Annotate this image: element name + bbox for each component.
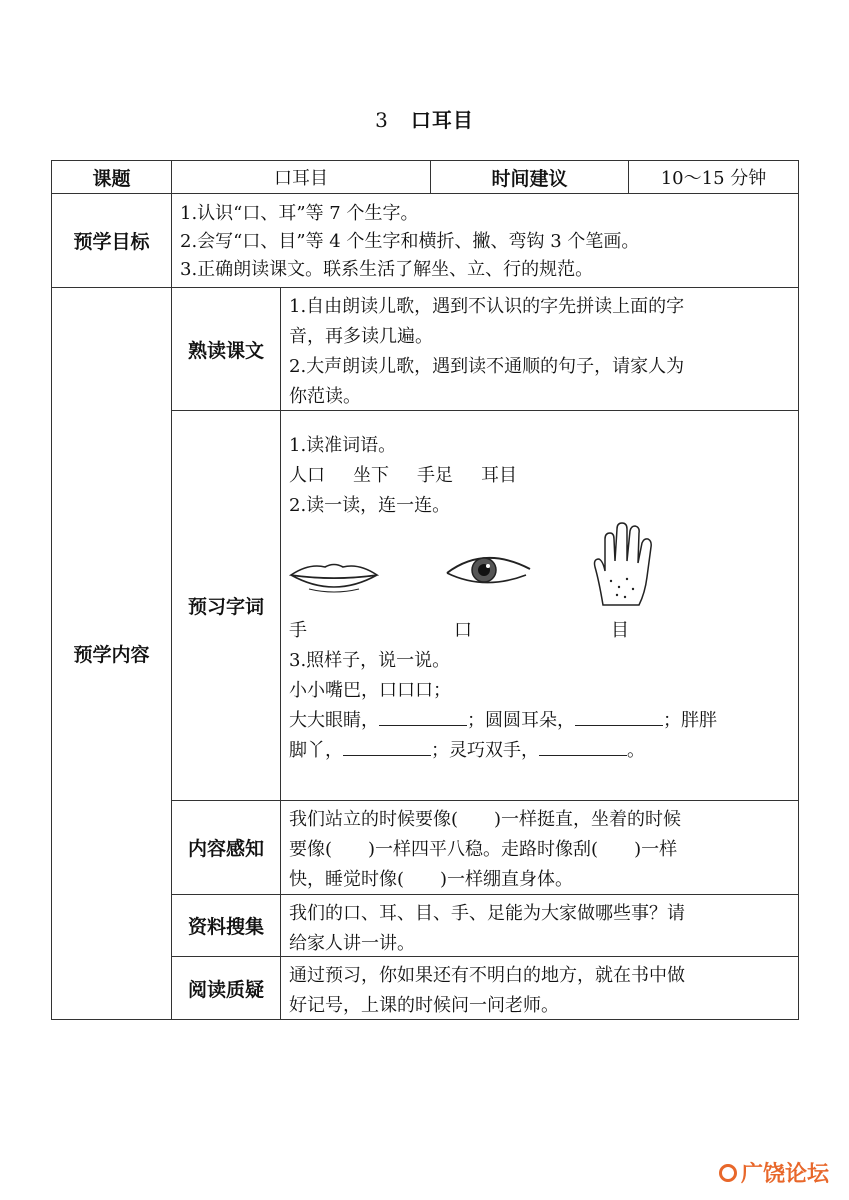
pattern-line: [289, 706, 790, 736]
perception-text: )一样四平八稳。走路时像刮(: [368, 839, 599, 860]
answer-blank[interactable]: [539, 741, 627, 756]
content-label: 预学内容: [51, 287, 172, 1020]
perception-line: [289, 805, 790, 835]
questions-label: 阅读质疑: [171, 956, 281, 1020]
time-label: 时间建议: [430, 160, 629, 194]
perception-line: [289, 865, 790, 895]
questions-line: 好记号，上课的时候问一问老师。: [289, 995, 559, 1016]
pattern-text: ；灵巧双手，: [431, 740, 539, 761]
words-instruction: 1.读准词语。: [289, 435, 397, 456]
match-labels: [289, 616, 790, 646]
reading-line: 2.大声朗读儿歌，遇到读不通顺的句子，请家人为: [289, 356, 685, 377]
perception-line: [289, 835, 790, 865]
goal-item: 2.会写“口、目”等 4 个生字和横折、撇、弯钩 3 个笔画。: [180, 231, 640, 252]
perception-text: 我们站立的时候要像(: [289, 809, 459, 830]
goals-content: [171, 193, 799, 288]
eye-icon: [444, 551, 534, 591]
questions-content: [280, 956, 799, 1020]
reading-label: 熟读课文: [171, 287, 281, 411]
pattern-text: 大大眼睛，: [289, 710, 379, 731]
match-label: 手: [289, 620, 307, 641]
topic-label: 课题: [51, 160, 172, 194]
research-line: 给家人讲一讲。: [289, 933, 415, 954]
perception-text: )一样挺直，坐着的时候: [494, 809, 682, 830]
hand-icon: [589, 521, 659, 609]
word-item: 坐下: [353, 465, 389, 486]
time-value: 10～15 分钟: [628, 160, 799, 194]
pattern-text: 。: [627, 740, 645, 761]
lesson-title: 口耳目: [410, 108, 474, 132]
word-item: 耳目: [481, 465, 517, 486]
word-item: 人口: [289, 465, 325, 486]
goals-label: 预学目标: [51, 193, 172, 288]
pattern-example: 小小嘴巴，口口口；: [289, 680, 451, 701]
answer-blank[interactable]: [343, 741, 431, 756]
match-instruction: 2.读一读，连一连。: [289, 495, 451, 516]
research-content: [280, 894, 799, 957]
words-label: 预习字词: [171, 410, 281, 801]
research-label: 资料搜集: [171, 894, 281, 957]
research-line: 我们的口、耳、目、手、足能为大家做哪些事？请: [289, 903, 685, 924]
goal-item: 3.正确朗读课文。联系生活了解坐、立、行的规范。: [180, 259, 594, 280]
words-content: [280, 410, 799, 801]
goal-item: 1.认识“口、耳”等 7 个生字。: [180, 203, 419, 224]
perception-text: 快，睡觉时像(: [289, 869, 405, 890]
perception-label: 内容感知: [171, 800, 281, 895]
page-title: [0, 104, 849, 133]
lesson-number: 3: [375, 108, 389, 132]
perception-text: )一样: [634, 839, 678, 860]
reading-line: 音，再多读几遍。: [289, 326, 433, 347]
reading-line: 1.自由朗读儿歌，遇到不认识的字先拼读上面的字: [289, 296, 685, 317]
answer-blank[interactable]: [575, 711, 663, 726]
pattern-text: 脚丫，: [289, 740, 343, 761]
perception-text: )一样绷直身体。: [440, 869, 574, 890]
pattern-instruction: 3.照样子，说一说。: [289, 650, 451, 671]
perception-content: [280, 800, 799, 895]
questions-line: 通过预习，你如果还有不明白的地方，就在书中做: [289, 965, 685, 986]
preview-table: [51, 160, 799, 1020]
word-item: 手足: [417, 465, 453, 486]
pattern-text: ；圆圆耳朵，: [467, 710, 575, 731]
pattern-line: [289, 736, 790, 766]
watermark-logo: [719, 1157, 829, 1188]
match-pictures: [289, 521, 790, 616]
perception-text: 要像(: [289, 839, 333, 860]
lips-icon: [289, 559, 379, 595]
reading-content: [280, 287, 799, 411]
watermark-text: 广饶论坛: [740, 1162, 829, 1187]
topic-value: 口耳目: [171, 160, 431, 194]
match-label: 目: [611, 620, 629, 641]
reading-line: 你范读。: [289, 386, 361, 407]
match-label: 口: [454, 620, 472, 641]
word-list: [289, 461, 790, 491]
pattern-text: ；胖胖: [663, 710, 717, 731]
answer-blank[interactable]: [379, 711, 467, 726]
logo-ring-icon: [719, 1164, 737, 1182]
